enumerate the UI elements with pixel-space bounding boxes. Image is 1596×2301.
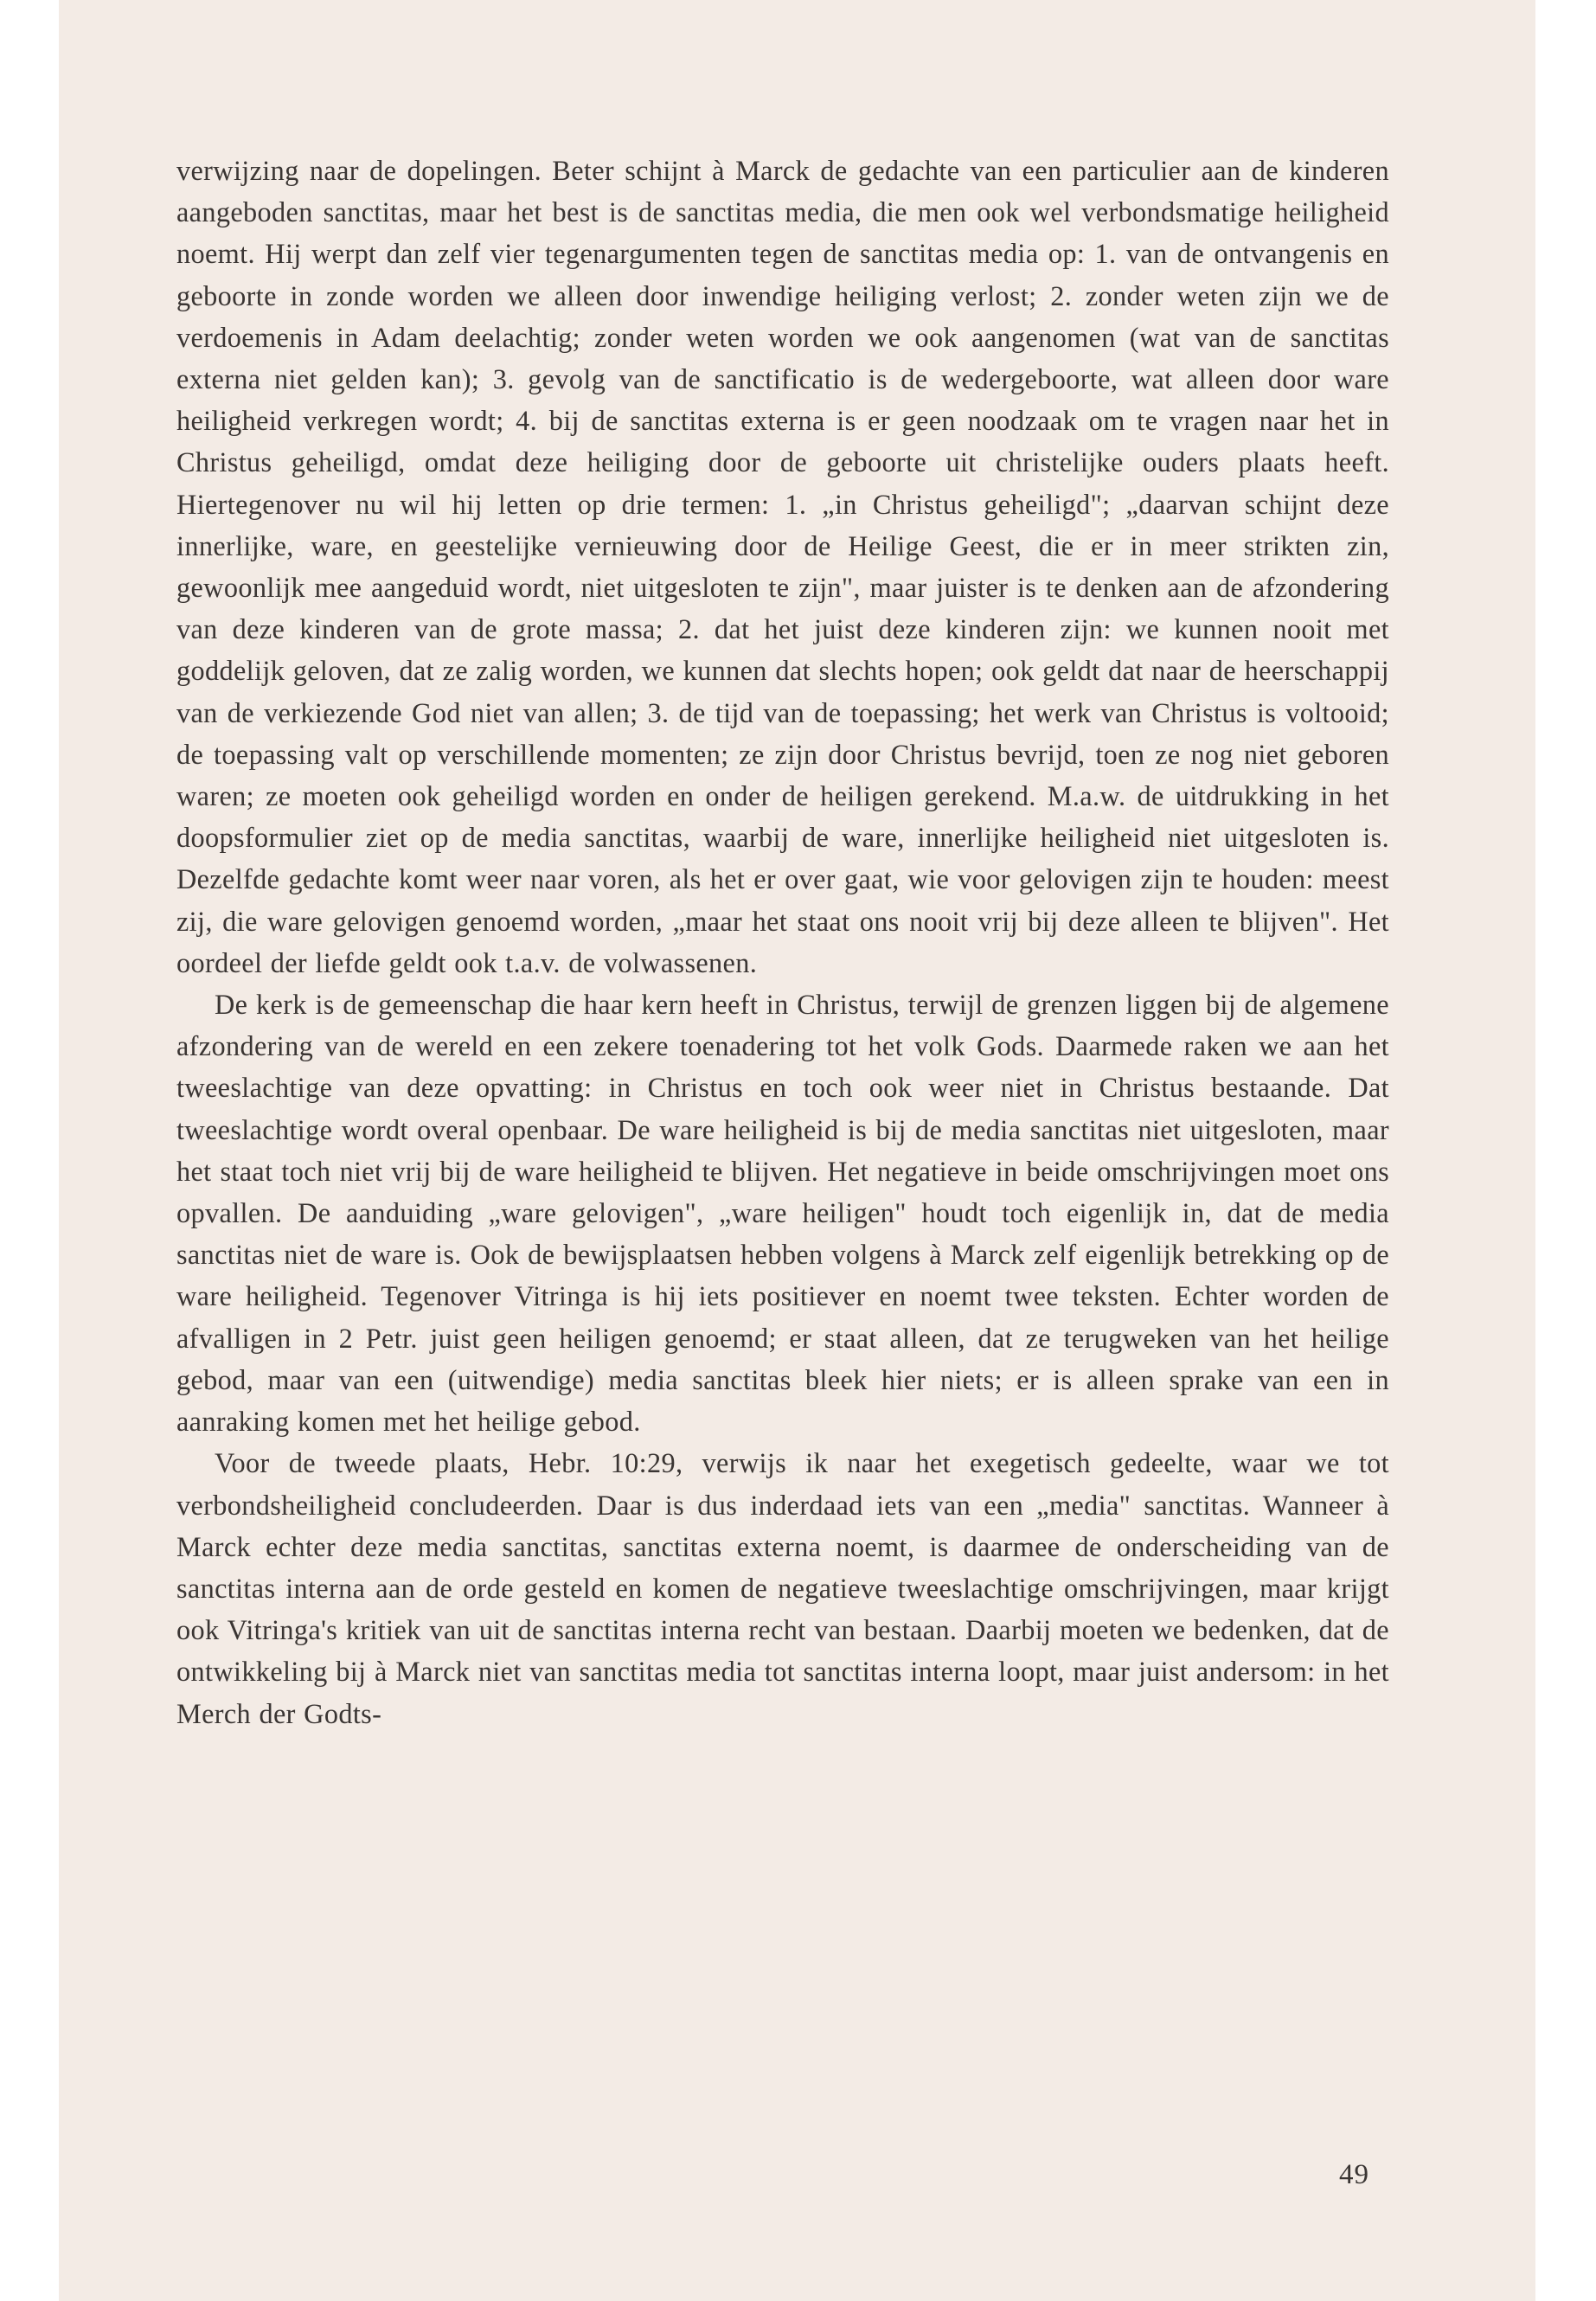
body-text — [176, 150, 1389, 1734]
paragraph-2: De kerk is de gemeenschap die haar kern heeft in Christus, terwijl de grenzen liggen bij de algemene afzondering van de wereld en een zekere toenadering tot het volk Gods. Daarmede raken we aan het tweeslachtige van deze opvatting: in Christus en toch ook weer niet in Christus bestaande. Dat tweeslachtige wordt overal openbaar. De ware heiligheid is bij de media sanctitas niet uitgesloten, maar het staat toch niet vrij bij de ware heiligheid te blijven. Het negatieve in beide omschrijvingen moet ons opvallen. De aanduiding „ware gelovigen", „ware heiligen" houdt toch eigenlijk in, dat de media sanctitas niet de ware is. Ook de bewijsplaatsen hebben volgens à Marck zelf eigenlijk betrekking op de ware heiligheid. Tegenover Vitringa is hij iets positiever en noemt twee teksten. Echter worden de afvalligen in 2 Petr. juist geen heiligen genoemd; er staat alleen, dat ze terugweken van het heilige gebod, maar van een (uitwendige) media sanctitas bleek hier niets; er is alleen sprake van een in aanraking komen met het heilige gebod. — [176, 989, 1389, 1438]
page-number: 49 — [1339, 2159, 1369, 2190]
paragraph-1: verwijzing naar de dopelingen. Beter schijnt à Marck de gedachte van een particulier aan de kinderen aangeboden sanctitas, maar het best is de sanctitas media, die men ook wel verbondsmatige heiligheid noemt. Hij werpt dan zelf vier tegenargumenten tegen de sanctitas media op: 1. van de ontvangenis en geboorte in zonde worden we alleen door inwendige heiliging verlost; 2. zonder weten zijn we de verdoemenis in Adam deelachtig; zonder weten worden we ook aangenomen (wat van de sanctitas externa niet gelden kan); 3. gevolg van de sanctificatio is de wedergeboorte, wat alleen door ware heiligheid verkregen wordt; 4. bij de sanctitas externa is er geen noodzaak om te vragen naar het in Christus geheiligd, omdat deze heiliging door de geboorte uit christelijke ouders plaats heeft. Hiertegenover nu wil hij letten op drie termen: 1. „in Christus geheiligd"; „daarvan schijnt deze innerlijke, ware, en geestelijke vernieuwing door de Heilige Geest, die er in meer strikten zin, gewoonlijk mee aangeduid wordt, niet uitgesloten te zijn", maar juister is te denken aan de afzondering van deze kinderen van de grote massa; 2. dat het juist deze kinderen zijn: we kunnen nooit met goddelijk geloven, dat ze zalig worden, we kunnen dat slechts hopen; ook geldt dat naar de heerschappij van de verkiezende God niet van allen; 3. de tijd van de toepassing; het werk van Christus is voltooid; de toepassing valt op verschillende momenten; ze zijn door Christus bevrijd, toen ze nog niet geboren waren; ze moeten ook geheiligd worden en onder de heiligen gerekend. M.a.w. de uitdrukking in het doopsformulier ziet op de media sanctitas, waarbij de ware, innerlijke heiligheid niet uitgesloten is. Dezelfde gedachte komt weer naar voren, als het er over gaat, wie voor gelovigen zijn te houden: meest zij, die ware gelovigen genoemd worden, „maar het staat ons nooit vrij bij deze alleen te blijven". Het oordeel der liefde geldt ook t.a.v. de volwassenen. — [176, 155, 1389, 978]
paragraph-3: Voor de tweede plaats, Hebr. 10:29, verwijs ik naar het exegetisch gedeelte, waar we tot verbondsheiligheid concludeerden. Daar is dus inderdaad iets van een „media" sanctitas. Wanneer à Marck echter deze media sanctitas, sanctitas externa noemt, is daarmee de onderscheiding van de sanctitas interna aan de orde gesteld en komen de negatieve tweeslachtige omschrijvingen, maar krijgt ook Vitringa's kritiek van uit de sanctitas interna recht van bestaan. Daarbij moeten we bedenken, dat de ontwikkeling bij à Marck niet van sanctitas media tot sanctitas interna loopt, maar juist andersom: in het Merch der Godts- — [176, 1447, 1389, 1729]
